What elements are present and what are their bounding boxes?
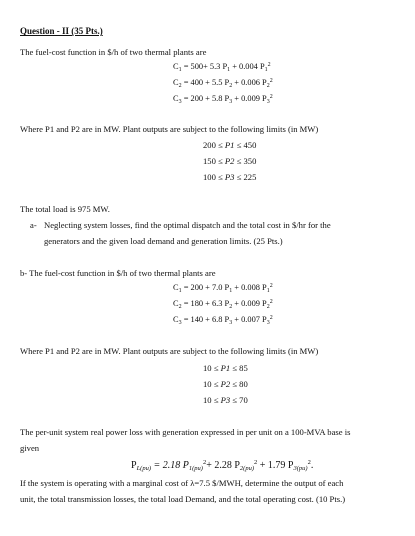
part-b-limits-intro: Where P1 and P2 are in MW. Plant outputs are subject to the following limits (in MW): [20, 346, 319, 356]
part-a-task-marker: a-: [30, 220, 37, 230]
part-a-equation-3: $C_3 = 200 + 5.8$ $P_3 + 0.009$ $P_3^2$: [173, 94, 273, 105]
part-a-limit-1: 200 ≤ P1 ≤ 450: [203, 140, 257, 150]
part-b-equation-1: $C_1 = 200 + 7.0$ $P_1 + 0.008$ $P_1^2$: [173, 283, 273, 294]
part-b-equation-2: $C_2 = 180 + 6.3$ $P_2 + 0.009$ $P_2^2$: [173, 299, 273, 310]
part-b-limit-1: 10 ≤ P1 ≤ 85: [203, 363, 248, 373]
part-a-limit-3: 100 ≤ P3 ≤ 225: [203, 172, 257, 182]
part-b-limit-2: 10 ≤ P2 ≤ 80: [203, 379, 248, 389]
part-b-limit-3: 10 ≤ P3 ≤ 70: [203, 395, 248, 405]
part-a-limit-2: 150 ≤ P2 ≤ 350: [203, 156, 257, 166]
question-title: Question - II (35 Pts.): [20, 26, 103, 36]
part-b-intro: b- The fuel-cost function in $/h of two thermal plants are: [20, 268, 216, 278]
loss-equation: $P_{L(pu)} = 2.18$ $P_{1(pu)}^2+ 2.28$ $P_{2(pu)}^2 + 1.79$ $P_{3(pu)}^2$.: [131, 459, 314, 472]
part-b-final-line-2: unit, the total transmission losses, the total load Demand, and the total operating cost. (10 Pts.): [20, 494, 346, 504]
part-a-intro: The fuel-cost function in $/h of two thermal plants are: [20, 47, 207, 57]
part-a-equation-2: $C_2 = 400 + 5.5$ $P_2 + 0.006$ $P_2^2$: [173, 78, 273, 89]
part-a-total-load: The total load is 975 MW.: [20, 204, 110, 214]
part-a-limits-intro: Where P1 and P2 are in MW. Plant outputs are subject to the following limits (in MW): [20, 124, 319, 134]
part-b-loss-intro-line-2: given: [20, 443, 40, 453]
part-b-loss-intro-line-1: The per-unit system real power loss with generation expressed in per unit on a 100-MVA base is: [20, 427, 351, 437]
part-b-equation-3: $C_3 = 140 + 6.8$ $P_3 + 0.007$ $P_3^2$: [173, 315, 273, 326]
part-b-final-line-1: If the system is operating with a marginal cost of λ=7.5 $/MWH, determine the output of each: [20, 478, 344, 488]
part-a-equation-1: $C_1 = 500+ 5.3$ $P_1 + 0.004$ $P_1^2$: [173, 62, 271, 73]
part-a-task-line-2: generators and the given load demand and generation limits. (25 Pts.): [44, 236, 283, 246]
part-a-task-line-1: Neglecting system losses, find the optimal dispatch and the total cost in $/hr for the: [44, 220, 331, 230]
